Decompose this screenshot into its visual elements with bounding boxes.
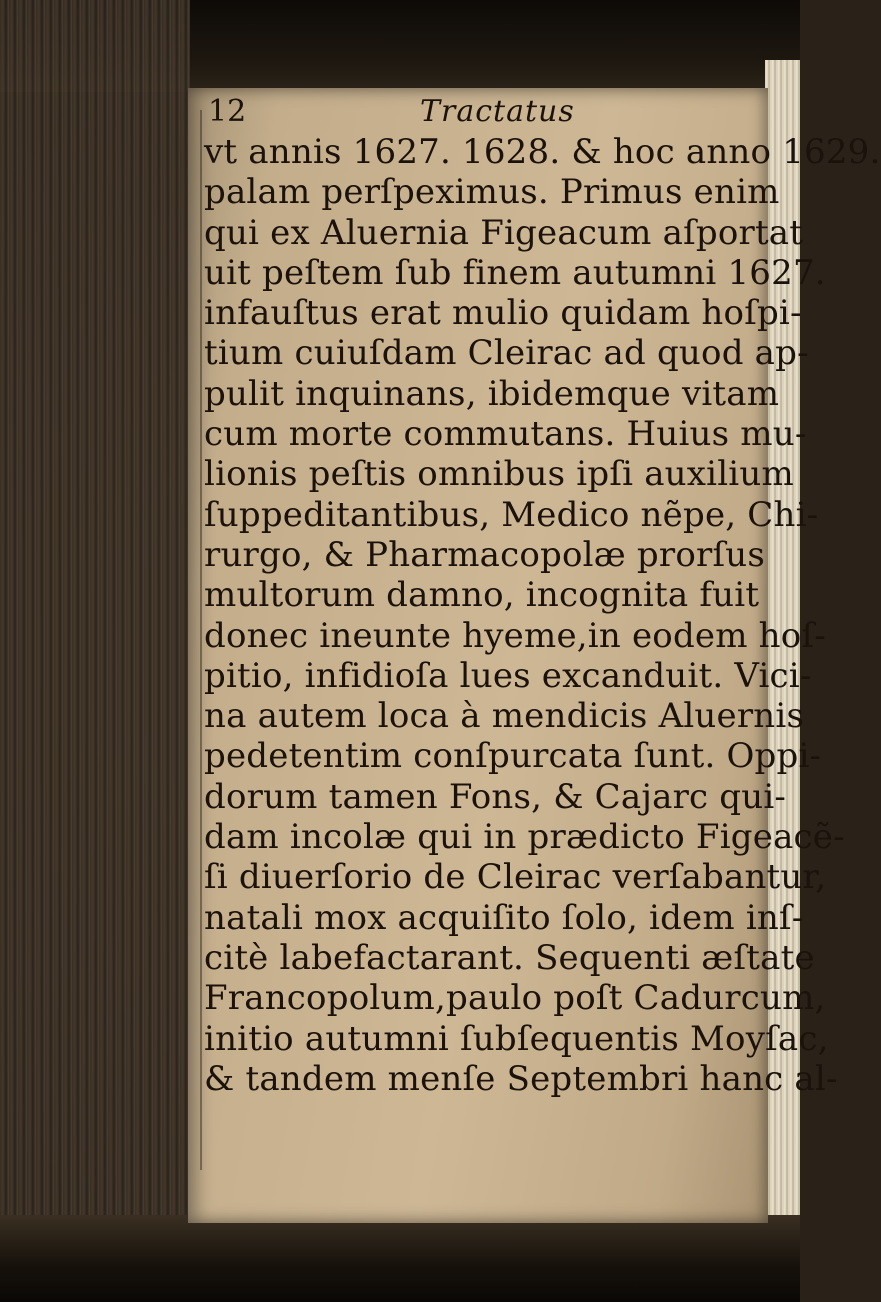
text-line: pedetentim conſpurcata ſunt. Oppi- <box>204 736 822 777</box>
text-line: pulit inquinans, ibidemque vitam <box>204 373 780 414</box>
text-line: lionis peſtis omnibus ipſi auxilium <box>204 454 794 495</box>
text-line: qui ex Aluernia Figeacum aſportat <box>204 212 804 253</box>
text-line: rurgo, & Pharmacopolæ prorſus <box>204 534 765 575</box>
text-line: & tandem menſe Septembri hanc al- <box>204 1058 838 1099</box>
text-line: vt annis 1627. 1628. & hoc anno 1629. <box>204 132 881 172</box>
page-number: 12 <box>208 94 247 129</box>
text-line: citè labefactarant. Sequenti æſtate <box>204 937 815 978</box>
text-line: pitio, infidioſa lues excanduit. Vici- <box>204 655 812 696</box>
text-line: multorum damno, incognita fuit <box>204 575 760 616</box>
facing-page-edge <box>0 0 190 1302</box>
book-page <box>188 88 881 1223</box>
text-line: Francopolum,paulo poſt Cadurcum, <box>204 978 826 1019</box>
page-header <box>208 94 748 130</box>
text-line: dam incolæ qui in prædicto Figeacẽ- <box>204 817 845 858</box>
text-line: dorum tamen Fons, & Cajarc qui- <box>204 776 787 817</box>
text-line: ſuppeditantibus, Medico nẽpe, Chi- <box>204 494 819 535</box>
text-line: uit peſtem ſub finem autumni 1627. <box>204 252 826 293</box>
text-line: donec ineunte hyeme,in eodem hoſ- <box>204 615 826 656</box>
text-line: cum morte commutans. Huius mu- <box>204 414 807 455</box>
page-margin-rule <box>200 110 202 1170</box>
text-line: palam perſpeximus. Primus enim <box>204 172 780 213</box>
text-line: ſi diuerſorio de Cleirac verſabantur, <box>204 857 827 898</box>
text-line: tium cuiuſdam Cleirac ad quod ap- <box>204 333 809 374</box>
background-bottom <box>0 1215 800 1302</box>
text-line: natali mox acquiſito ſolo, idem inſ- <box>204 897 804 938</box>
text-line: infauſtus erat mulio quidam hoſpi- <box>204 293 802 334</box>
running-head: Tractatus <box>420 94 575 129</box>
page-body-text <box>204 132 881 1099</box>
text-line: initio autumni ſubſequentis Moyſac, <box>204 1018 829 1059</box>
text-line: na autem loca à mendicis Aluernis <box>204 696 805 737</box>
